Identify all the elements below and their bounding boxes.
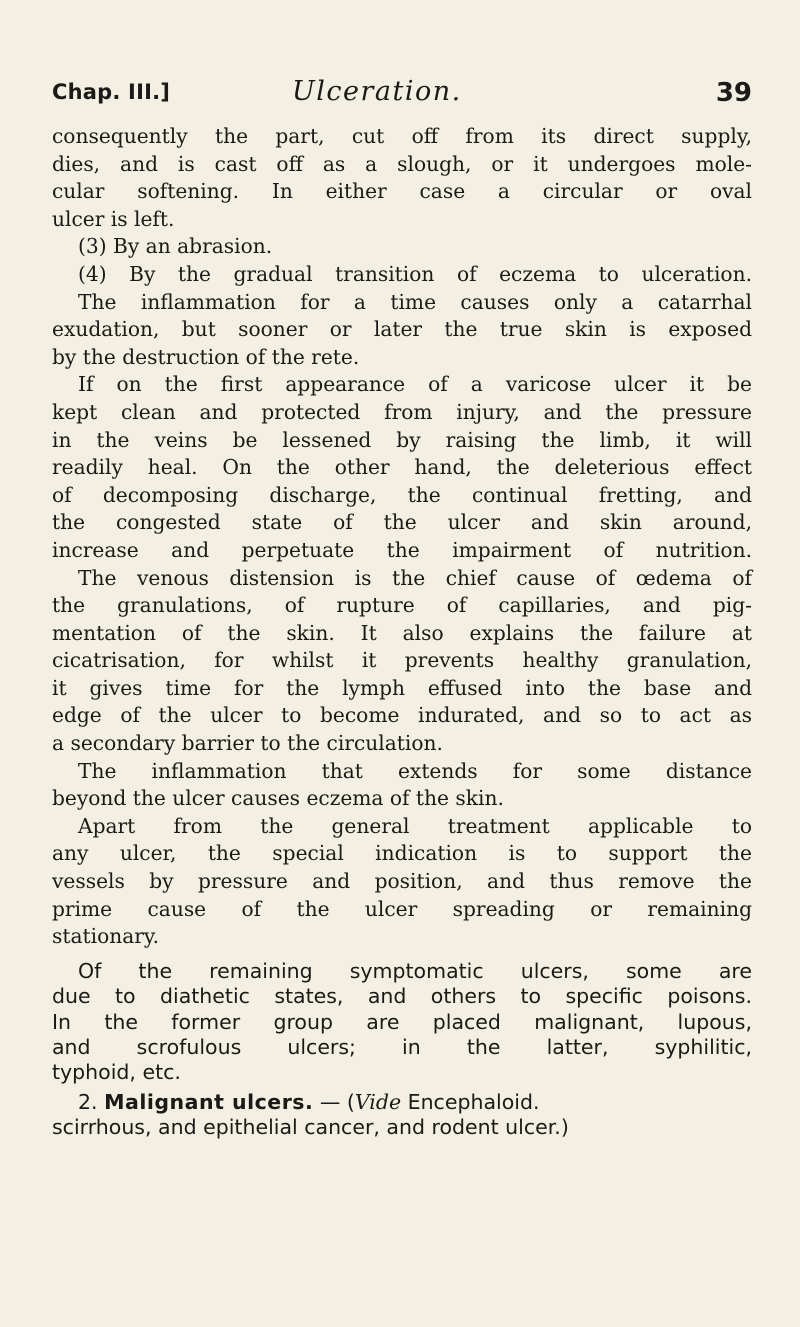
page-header: [52, 76, 752, 116]
text-line: increase and perpetuate the impairment of nutrition.: [52, 537, 752, 562]
text-line: (3) By an abrasion.: [78, 234, 273, 259]
section-term: Malignant ulcers.: [104, 1089, 314, 1114]
chapter-label: Chap. III.]: [52, 80, 171, 104]
vide-text: Vide: [354, 1089, 402, 1114]
text-line: consequently the part, cut off from its direct supply,: [52, 124, 752, 148]
text-line: (4) By the gradual transition of eczema to ulceration.: [78, 261, 752, 286]
text-line: If on the first appearance of a varicose ulcer it be: [78, 372, 752, 397]
line-rest: Encephaloid.: [401, 1089, 540, 1114]
text-line: exudation, but sooner or later the true skin is exposed: [52, 317, 752, 342]
text-line: dies, and is cast off as a slough, or it undergoes mole-: [52, 151, 752, 176]
text-line: The inflammation that extends for some distance: [78, 758, 752, 783]
text-line: a secondary barrier to the circulation.: [52, 731, 443, 756]
malignant-ulcers-line: [52, 1090, 752, 1115]
text-line: kept clean and protected from injury, and the pressure: [52, 399, 752, 424]
text-line: cicatrisation, for whilst it prevents healthy granulation,: [52, 648, 752, 673]
text-line: vessels by pressure and position, and thus remove the: [52, 869, 752, 894]
page-number: 39: [715, 78, 752, 108]
text-line: In the former group are placed malignant, lupous,: [52, 1009, 752, 1034]
text-line: readily heal. On the other hand, the deleterious effect: [52, 455, 752, 480]
dash: — (: [313, 1089, 355, 1114]
text-line: Apart from the general treatment applicable to: [78, 813, 752, 838]
text-line: mentation of the skin. It also explains the failure at: [52, 620, 752, 645]
text-line: prime cause of the ulcer spreading or remaining: [52, 896, 752, 921]
item-number: 2.: [78, 1089, 98, 1114]
text-line: Of the remaining symptomatic ulcers, some are: [78, 958, 752, 983]
text-line: the congested state of the ulcer and skin around,: [52, 510, 752, 535]
text-line: ulcer is left.: [52, 206, 175, 231]
text-line: of decomposing discharge, the continual fretting, and: [52, 482, 752, 507]
body-text: [52, 123, 752, 1141]
text-line: it gives time for the lymph effused into the base and: [52, 675, 752, 700]
text-line: by the destruction of the rete.: [52, 344, 360, 369]
text-line: and scrofulous ulcers; in the latter, syphilitic,: [52, 1035, 752, 1060]
text-line: edge of the ulcer to become indurated, and so to act as: [52, 703, 752, 728]
text-line: scirrhous, and epithelial cancer, and rodent ulcer.): [52, 1115, 569, 1140]
text-line: in the veins be lessened by raising the limb, it will: [52, 427, 752, 452]
text-line: typhoid, etc.: [52, 1060, 181, 1085]
text-line: stationary.: [52, 924, 160, 949]
text-line: due to diathetic states, and others to specific poisons.: [52, 984, 752, 1009]
text-line: The venous distension is the chief cause of œdema of: [78, 565, 752, 590]
lower-paragraphs: [52, 959, 752, 1141]
text-line: The inflammation for a time causes only a catarrhal: [78, 289, 752, 314]
running-title: Ulceration.: [292, 76, 462, 107]
text-line: cular softening. In either case a circular or oval: [52, 179, 752, 204]
text-line: the granulations, of rupture of capillaries, and pig-: [52, 593, 752, 618]
text-line: beyond the ulcer causes eczema of the skin.: [52, 786, 504, 811]
text-line: any ulcer, the special indication is to support the: [52, 841, 752, 866]
